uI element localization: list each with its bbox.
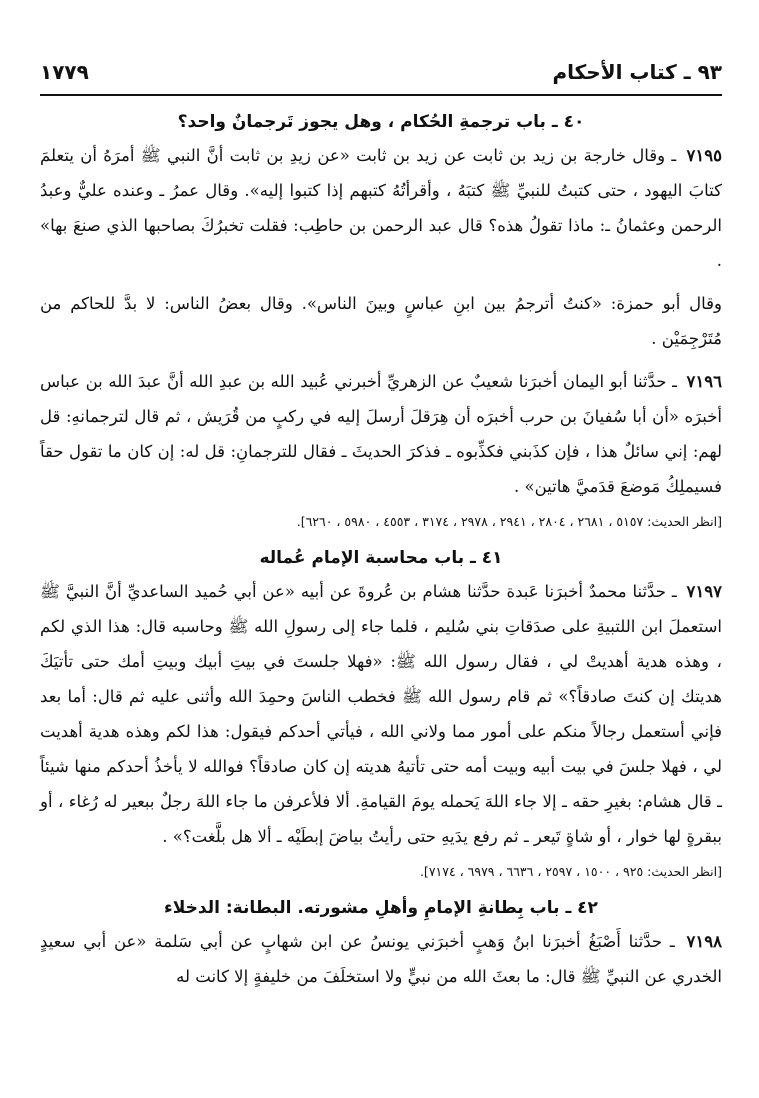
hadith-text: ـ حدَّثنا محمدٌ أخبرَنا عَبدة حدَّثنا هشام بن عُروةَ عن أبيه «عن أبي حُميد الساعديِّ أنَّ النبيَّ ﷺ استعملَ ابن اللتبيةِ على صدَقاتِ بني سُليم ، فلما جاء إلى رسولِ الله ﷺ وحاسبه قال: هذا الذي لكم ، وهذه هدية أهديتْ لي ، فقال رسول الله ﷺ: «فهلا جلستَ في بيتِ أبيك وبيتِ أمك حتى تأتيَكَ هديتك إن كنتَ صادقاً؟» ثم قام رسول الله ﷺ فخطب الناسَ وحمِدَ الله وأثنى عليه ثم قال: أما بعد فإني أستعمل رجالاً منكم على أمور مما ولاني الله ، فيأتي أحدكم فيقول: هذا لكم وهذه هدية أهديت لي ، فهلا جلسَ في بيت أبيه وبيت أمه حتى تأتيهُ هديته إن كان صادقاً؟ فوالله لا يأخذُ أحدكم منها شيئاً ـ قال هشام: بغيرِ حقه ـ إلا جاء اللهَ يَحمله يومَ القيامةِ. ألا فلأعرفن ما جاء اللهَ رجلٌ ببعير له رُغاء ، أو ببقرةٍ لها خوار ، أو شاةٍ تَيعر ـ ثم رفع يدَيهِ حتى رأيتُ بياضَ إبطَيْه ـ ألا هل بلَّغت؟» . (40, 582, 722, 846)
hadith-number: ٧١٩٨ (686, 932, 722, 951)
chapter-heading-42: ٤٢ ـ باب بِطانةِ الإمامِ وأهلِ مشورته. البطانة: الدخلاء (164, 898, 598, 918)
hadith-cross-reference: [انظر الحديث: ٩٢٥ ، ١٥٠٠ ، ٢٥٩٧ ، ٦٦٣٦ ، ٦٩٧٩ ، ٧١٧٤]. (419, 864, 722, 879)
hadith-number: ٧١٩٦ (686, 372, 722, 391)
page-number: ١٧٧٩ (40, 60, 89, 84)
book-title: ٩٣ ـ كتاب الأحكام (552, 60, 722, 84)
hadith-number: ٧١٩٥ (686, 146, 722, 165)
hadith-number: ٧١٩٧ (686, 582, 722, 601)
hadith-7198 (40, 924, 722, 994)
hadith-7196 (40, 364, 722, 504)
hadith-text: ـ حدَّثنا أَصْبَغُ أخبرَنا ابنُ وَهبٍ أخبرَني يونسُ عن ابن شهابٍ عن أبي سَلمة «عن أبي سعيدٍ الخدري عن النبيِّ ﷺ قال: ما بعثَ الله من نبيٍّ ولا استخلَفَ من خليفةٍ إلا كانت له (40, 932, 722, 986)
chapter-heading-40: ٤٠ ـ باب ترجمةِ الحُكام ، وهل يجوز تَرجمانٌ واحد؟ (177, 112, 585, 132)
hadith-7197 (40, 574, 722, 854)
chapter-heading-41: ٤١ ـ باب محاسبة الإمام عُماله (259, 548, 503, 568)
book-page (40, 60, 722, 1080)
hadith-text: ـ حدَّثنا أبو اليمان أخبرَنا شعيبٌ عن الزهريِّ أخبرني عُبيد الله بن عبدِ الله أنَّ عبدَ الله بن عباس أخبرَه «أن أبا سُفيانَ بن حرب أخبرَه أن هِرَقلَ أرسلَ إليه في ركبٍ من قُرَيش ، ثم قال لترجمانهِ: قل لهم: إني سائلٌ هذا ، فإن كذَبني فكذِّبوه ـ فذكرَ الحديثَ ـ فقال للترجمانِ: قل له: إن كان ما تقول حقاً فسيملِكُ مَوضعَ قدَميَّ هاتين» . (40, 372, 722, 496)
hadith-7195 (40, 138, 722, 278)
hadith-text: وقال أبو حمزة: «كنتُ أترجمُ بين ابنِ عباسٍ وبينَ الناس». وقال بعضُ الناس: لا بدَّ للحاكم من مُتَرْجِمَيْن . (40, 294, 722, 348)
hadith-7195-continuation (40, 286, 722, 356)
hadith-cross-reference: [انظر الحديث: ٥١٥٧ ، ٢٦٨١ ، ٢٨٠٤ ، ٢٩٤١ ، ٢٩٧٨ ، ٣١٧٤ ، ٤٥٥٣ ، ٥٩٨٠ ، ٦٢٦٠]. (296, 514, 722, 529)
hadith-text: ـ وقال خارجة بن زيد بن ثابت عن زيد بن ثابت «عن زيدِ بن ثابت أنَّ النبي ﷺ أمرَهُ أن يتعلمَ كتابَ اليهود ، حتى كتبتُ للنبيِّ ﷺ كتبَهُ ، وأقرأتُهُ كتبهم إذا كتبوا إليه». وقال عمرُ ـ وعنده عليٌّ وعبدُ الرحمن وعثمانُ ـ: ماذا تقولُ هذه؟ قال عبد الرحمن بن حاطِب: فقلت تخبرُكَ بصاحبها الذي صنعَ بها» . (40, 146, 722, 270)
running-header (40, 60, 722, 96)
